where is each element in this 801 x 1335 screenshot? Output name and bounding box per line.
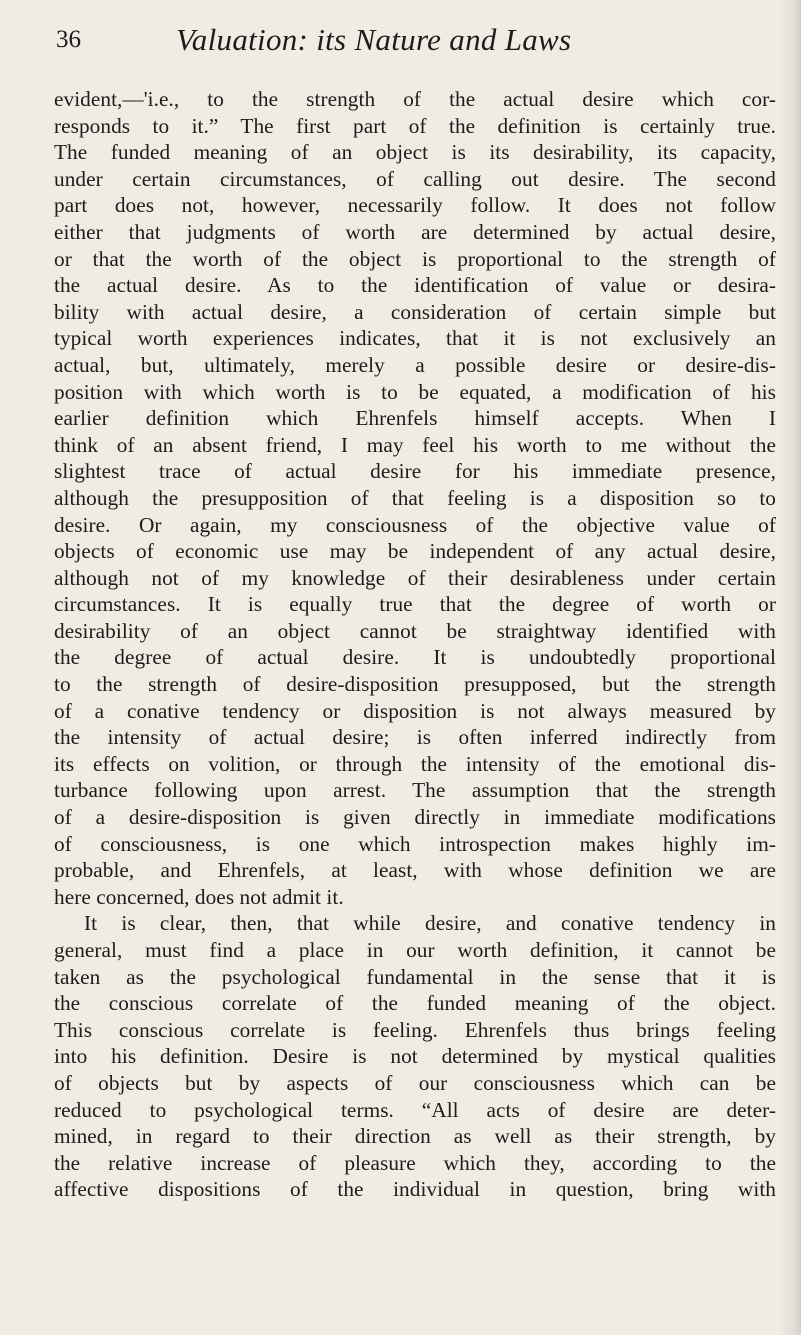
text-line: The funded meaning of an object is its desirability, its capacity, [54,140,776,165]
text-line: circumstances. It is equally true that the degree of worth or [54,592,776,617]
text-line: its effects on volition, or through the intensity of the emotional dis- [54,751,776,776]
text-line: although the presupposition of that feeling is a disposition so to [54,485,776,510]
text-line: of objects but by aspects of our consciousness which can be [54,1070,776,1095]
text-line: affective dispositions of the individual in question, bring with [54,1177,776,1202]
text-line: This conscious correlate is feeling. Ehrenfels thus brings feeling [54,1017,776,1042]
text-line: objects of economic use may be independent of any actual desire, [54,539,776,564]
text-line: turbance following upon arrest. The assumption that the strength [54,778,776,803]
text-line: into his definition. Desire is not determined by mystical qualities [54,1044,776,1069]
text-line: of a desire-disposition is given directly in immediate modifications [54,805,776,830]
text-line: position with which worth is to be equated, a modification of his [54,379,776,404]
page-number: 36 [56,26,81,53]
text-line: although not of my knowledge of their desirableness under certain [54,565,776,590]
text-line: here concerned, does not admit it. [54,884,344,909]
text-line: responds to it.” The first part of the definition is certainly true. [54,113,776,138]
text-line: of a conative tendency or disposition is not always measured by [54,698,776,723]
paragraph [54,86,776,910]
text-line: probable, and Ehrenfels, at least, with whose definition we are [54,858,776,883]
text-line: slightest trace of actual desire for his immediate presence, [54,459,776,484]
text-line: the intensity of actual desire; is often inferred indirectly from [54,725,776,750]
text-line: the actual desire. As to the identification of value or desira- [54,273,776,298]
paragraph [54,910,776,1203]
body-text [54,86,776,1203]
running-head [56,10,756,64]
text-line: bility with actual desire, a consideration of certain simple but [54,299,776,324]
text-line: think of an absent friend, I may feel his worth to me without the [54,432,776,457]
text-line: to the strength of desire-disposition presupposed, but the strength [54,672,776,697]
text-line: either that judgments of worth are determined by actual desire, [54,219,776,244]
text-line: actual, but, ultimately, merely a possible desire or desire-dis- [54,352,776,377]
running-title: Valuation: its Nature and Laws [176,22,572,57]
text-line: mined, in regard to their direction as well as their strength, by [54,1124,776,1149]
text-line: the relative increase of pleasure which they, according to the [54,1150,776,1175]
text-line: It is clear, then, that while desire, and conative tendency in [84,911,776,936]
text-line: earlier definition which Ehrenfels himself accepts. When I [54,406,776,431]
text-line: part does not, however, necessarily follow. It does not follow [54,193,776,218]
page-edge-shadow [779,0,801,1335]
text-line: desire. Or again, my consciousness of the objective value of [54,512,776,537]
text-line: of consciousness, is one which introspection makes highly im- [54,831,776,856]
text-line: evident,—'i.e., to the strength of the actual desire which cor- [54,87,776,111]
text-line: under certain circumstances, of calling out desire. The second [54,166,776,191]
text-line: the degree of actual desire. It is undoubtedly proportional [54,645,776,670]
text-line: typical worth experiences indicates, that it is not exclusively an [54,326,776,351]
text-line: the conscious correlate of the funded meaning of the object. [54,991,776,1016]
text-line: or that the worth of the object is proportional to the strength of [54,246,776,271]
text-line: taken as the psychological fundamental in the sense that it is [54,964,776,989]
text-line: general, must find a place in our worth definition, it cannot be [54,938,776,962]
text-line: desirability of an object cannot be straightway identified with [54,618,776,643]
text-line: reduced to psychological terms. “All acts of desire are deter- [54,1097,776,1122]
